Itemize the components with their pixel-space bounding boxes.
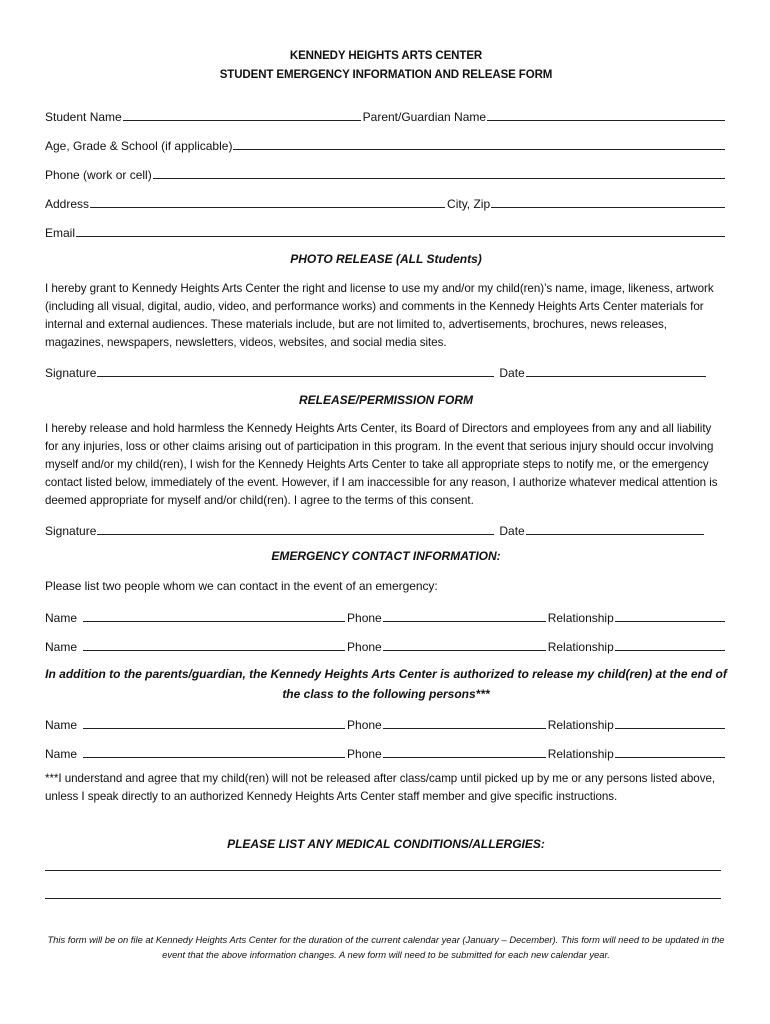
- medical-heading: PLEASE LIST ANY MEDICAL CONDITIONS/ALLERGIES:: [227, 837, 545, 851]
- address-label: Address: [45, 197, 90, 211]
- release-heading: RELEASE/PERMISSION FORM: [298, 393, 474, 407]
- email-row: [45, 220, 727, 240]
- footer-note: This form will be on file at Kennedy Heights Arts Center for the duration of the current calendar year (January – December). This form will need to be updated in the event that the above information changes. A new form will need to be submitted for each new calendar year.: [47, 934, 725, 960]
- authorized-name-field[interactable]: [83, 745, 345, 758]
- city-zip-label: City, Zip: [447, 197, 491, 211]
- org-title: KENNEDY HEIGHTS ARTS CENTER: [289, 50, 483, 62]
- medical-line[interactable]: [45, 870, 721, 871]
- release-text: I hereby release and hold harmless the Kennedy Heights Arts Center, its Board of Directors and employees from any and all liability for any injuries, loss or other claims arising out of participation in this program. In the event that serious injury should occur involving myself and/or my child(ren), I wish for the Kennedy Heights Arts Center to take all appropriate steps to notify me, or the emergency contact listed below, immediately of the event. However, if I am inaccessible for any reason, I authorize whatever medical attention is deemed appropriate for myself and/or child(ren). I agree to the terms of this consent.: [45, 422, 718, 507]
- release-signature-label: Signature: [45, 524, 97, 538]
- emergency-heading: EMERGENCY CONTACT INFORMATION:: [271, 549, 501, 563]
- emergency-contact-row: [45, 605, 727, 625]
- photo-signature-field[interactable]: [97, 364, 494, 377]
- authorized-person-row: [45, 712, 727, 732]
- student-name-field[interactable]: [123, 108, 361, 121]
- photo-date-label: Date: [499, 366, 525, 380]
- release-date-label: Date: [499, 524, 525, 538]
- photo-release-text: I hereby grant to Kennedy Heights Arts Center the right and license to use my and/or my child(ren)’s name, image, likeness, artwork (including all visual, digital, audio, video, and performance works) and comments in the Kennedy Heights Arts Center materials for internal and external audiences. These materials include, but are not limited to, advertisements, brochures, news releases, magazines, newspapers, newsletters, videos, websites, and social media sites.: [45, 282, 714, 349]
- phone-label: Phone (work or cell): [45, 168, 152, 182]
- parent-name-field[interactable]: [487, 108, 725, 121]
- authorized-relationship-label: Relationship: [547, 718, 614, 732]
- emergency-phone-field[interactable]: [383, 609, 546, 622]
- phone-field[interactable]: [153, 166, 725, 179]
- medical-line[interactable]: [45, 898, 721, 899]
- emergency-phone-label: Phone: [347, 640, 382, 654]
- emergency-phone-field[interactable]: [383, 638, 546, 651]
- emergency-name-field[interactable]: [83, 609, 345, 622]
- photo-signature-label: Signature: [45, 366, 97, 380]
- phone-row: [45, 162, 727, 182]
- city-zip-field[interactable]: [491, 195, 725, 208]
- authorized-phone-label: Phone: [347, 718, 382, 732]
- authorized-phone-field[interactable]: [383, 716, 546, 729]
- authorized-relationship-label: Relationship: [547, 747, 614, 761]
- authorized-phone-field[interactable]: [383, 745, 546, 758]
- age-grade-school-label: Age, Grade & School (if applicable): [45, 139, 233, 153]
- email-label: Email: [45, 226, 76, 240]
- parent-name-label: Parent/Guardian Name: [362, 110, 487, 124]
- authorized-name-label: Name: [45, 747, 78, 761]
- emergency-contact-row: [45, 634, 727, 654]
- emergency-phone-label: Phone: [347, 611, 382, 625]
- form-title: STUDENT EMERGENCY INFORMATION AND RELEASE FORM: [219, 69, 553, 81]
- authorized-person-row: [45, 741, 727, 761]
- emergency-relationship-field[interactable]: [615, 609, 725, 622]
- authorized-relationship-field[interactable]: [615, 745, 725, 758]
- release-date-field[interactable]: [526, 522, 704, 535]
- emergency-name-label: Name: [45, 640, 78, 654]
- authorized-release-note: In addition to the parents/guardian, the Kennedy Heights Arts Center is authorized to release my child(ren) at the end of the class to the following persons***: [45, 667, 727, 701]
- address-row: [45, 191, 727, 211]
- authorized-phone-label: Phone: [347, 747, 382, 761]
- release-disclaimer: ***I understand and agree that my child(ren) will not be released after class/camp until picked up by me or any persons listed above, unless I speak directly to an authorized Kennedy Heights Arts Center staff member and give specific instructions.: [45, 772, 716, 803]
- student-parent-row: [45, 104, 727, 124]
- photo-release-heading: PHOTO RELEASE (ALL Students): [290, 252, 482, 266]
- emergency-name-label: Name: [45, 611, 78, 625]
- emergency-intro: Please list two people whom we can contact in the event of an emergency:: [45, 579, 438, 593]
- address-field[interactable]: [90, 195, 445, 208]
- release-signature-row: [45, 518, 727, 538]
- photo-signature-row: [45, 360, 727, 380]
- release-signature-field[interactable]: [97, 522, 494, 535]
- authorized-name-label: Name: [45, 718, 78, 732]
- email-field[interactable]: [76, 224, 725, 237]
- age-grade-school-field[interactable]: [233, 137, 725, 150]
- authorized-relationship-field[interactable]: [615, 716, 725, 729]
- emergency-name-field[interactable]: [83, 638, 345, 651]
- student-name-label: Student Name: [45, 110, 122, 124]
- emergency-relationship-label: Relationship: [547, 611, 614, 625]
- emergency-relationship-field[interactable]: [615, 638, 725, 651]
- emergency-relationship-label: Relationship: [547, 640, 614, 654]
- age-row: [45, 133, 727, 153]
- authorized-name-field[interactable]: [83, 716, 345, 729]
- photo-date-field[interactable]: [526, 364, 706, 377]
